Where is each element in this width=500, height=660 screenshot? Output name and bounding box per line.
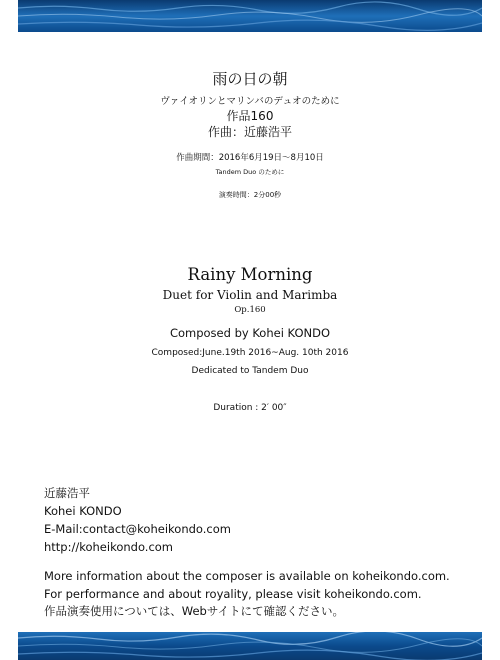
english-composer: Composed by Kohei KONDO xyxy=(169,326,331,340)
japanese-duration: 演奏時間：2分00秒 xyxy=(218,191,282,199)
info-block xyxy=(44,568,450,621)
water-texture-image xyxy=(18,632,482,660)
english-dedication: Dedicated to Tandem Duo xyxy=(191,366,309,376)
header-water-band xyxy=(18,0,482,32)
contact-name-japanese: 近藤浩平 xyxy=(44,486,90,500)
contact-email[interactable]: E-Mail:contact@koheikondo.com xyxy=(44,522,231,536)
footer-water-band xyxy=(18,632,482,660)
english-opus: Op.160 xyxy=(234,305,266,315)
english-subtitle: Duet for Violin and Marimba xyxy=(162,288,338,302)
english-title: Rainy Morning xyxy=(187,265,313,284)
japanese-composition-period: 作曲期間：2016年6月19日〜8月10日 xyxy=(176,153,324,163)
japanese-dedication: Tandem Duo のために xyxy=(215,168,285,176)
english-duration: Duration : 2′ 00″ xyxy=(213,403,287,413)
japanese-subtitle: ヴァイオリンとマリンバのデュオのために xyxy=(160,96,340,107)
contact-website-link[interactable]: http://koheikondo.com xyxy=(44,540,173,554)
info-line-composer: More information about the composer is available on koheikondo.com. xyxy=(44,569,450,583)
japanese-title: 雨の日の朝 xyxy=(212,70,288,88)
water-texture-image xyxy=(18,0,482,32)
contact-block xyxy=(44,484,231,556)
info-line-royalty: For performance and about royality, please visit koheikondo.com. xyxy=(44,586,422,601)
english-composition-period: Composed:June.19th 2016~Aug. 10th 2016 xyxy=(151,348,349,358)
japanese-opus: 作品160 xyxy=(226,109,274,123)
japanese-composer: 作曲：近藤浩平 xyxy=(207,125,292,139)
info-line-japanese: 作品演奏使用については、Webサイトにて確認ください。 xyxy=(44,604,345,618)
contact-name-english: Kohei KONDO xyxy=(44,504,122,518)
